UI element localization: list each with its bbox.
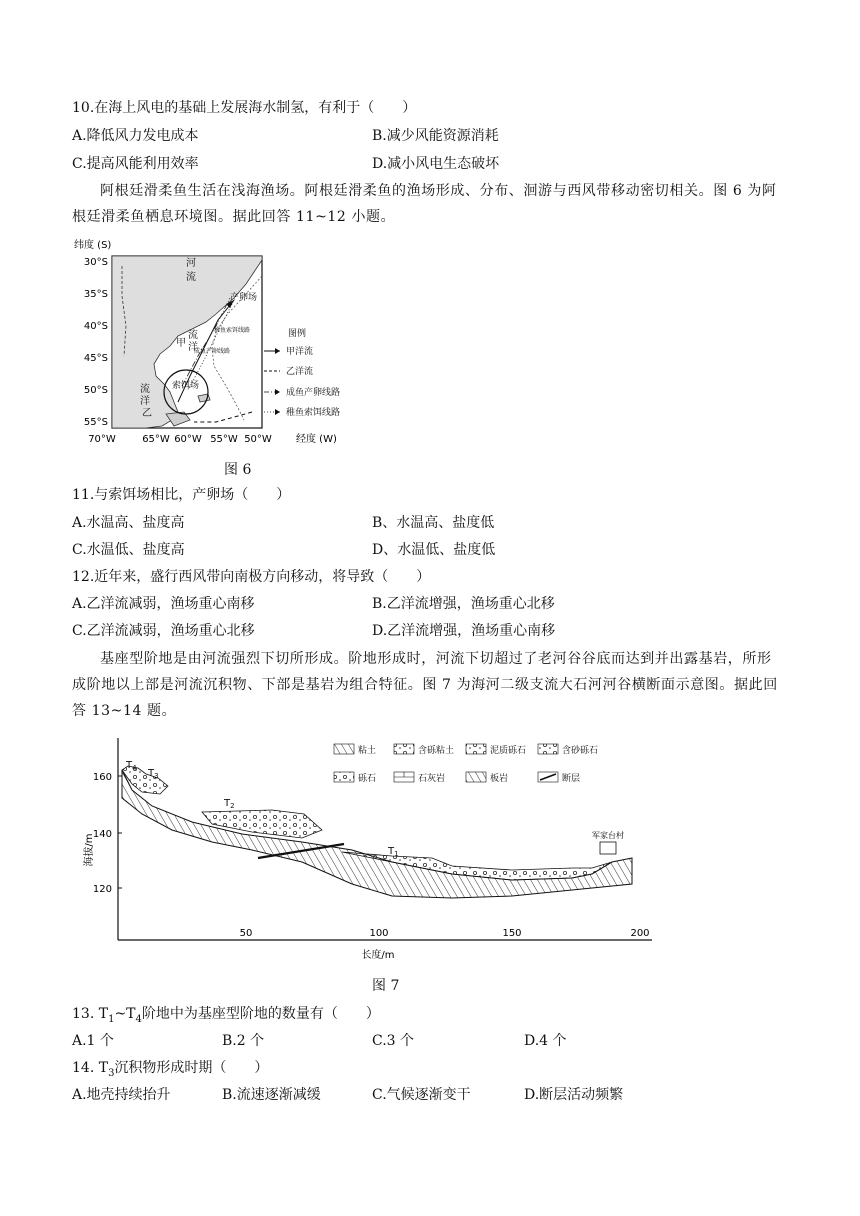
fig6-caption: 图 6 xyxy=(224,462,252,478)
q12-option-d: D.乙洋流增强，渔场重心南移 xyxy=(372,623,556,639)
fig7-y-tick: 120 xyxy=(92,884,112,895)
fig7-legend-item: 砾石 xyxy=(358,774,377,784)
fig6-label: 河 xyxy=(186,258,196,269)
fig6-legend-item: 成鱼产卵线路 xyxy=(286,388,341,398)
q11-option-a: A.水温高、盐度高 xyxy=(72,515,185,531)
fig7-x-tick: 150 xyxy=(502,928,522,939)
fig6-legend-item: 稚鱼索饵线路 xyxy=(286,408,341,418)
fig7-x-tick: 50 xyxy=(239,928,253,939)
q12-stem: 12.近年来，盛行西风带向南极方向移动，将导致（ ） xyxy=(72,569,431,585)
q10-option-b: B.减少风能资源消耗 xyxy=(372,128,499,144)
fig7-legend-item: 含砂砾石 xyxy=(562,746,599,756)
figure-6-map xyxy=(66,236,396,448)
fig7-legend-item: 粘土 xyxy=(358,746,377,756)
q11-option-d: D、水温低、盐度低 xyxy=(372,542,496,558)
fig7-y-tick: 160 xyxy=(92,772,112,783)
fig7-legend-item: 断层 xyxy=(562,774,581,784)
fig6-lat-tick: 30°S xyxy=(83,257,108,268)
fig6-legend-item: 甲洋流 xyxy=(286,347,314,357)
q11-option-b: B、水温高、盐度低 xyxy=(372,515,495,531)
fig6-lat-tick: 50°S xyxy=(83,385,108,396)
fig6-lon-title: 经度 (W) xyxy=(296,434,337,445)
q12-option-c: C.乙洋流减弱，渔场重心北移 xyxy=(72,623,255,639)
fig6-label: 流 xyxy=(140,384,150,395)
fig6-label: 洋 xyxy=(188,342,198,353)
q12-option-b: B.乙洋流增强，渔场重心北移 xyxy=(372,596,555,612)
fig7-village: 军家台村 xyxy=(592,831,624,840)
q11-stem: 11.与索饵场相比，产卵场（ ） xyxy=(72,487,291,503)
q13-option-b: B.2 个 xyxy=(222,1033,265,1049)
q14-stem: 14. $T_3$沉积物形成时期（ ） xyxy=(72,1060,269,1079)
fig6-lon-tick: 50°W xyxy=(244,434,272,445)
fig7-caption: 图 7 xyxy=(372,978,400,994)
q13-option-d: D.4 个 xyxy=(524,1033,567,1049)
fig6-lon-tick: 65°W xyxy=(142,434,170,445)
q11-option-c: C.水温低、盐度高 xyxy=(72,542,185,558)
q14-option-a: A.地壳持续抬升 xyxy=(72,1087,171,1103)
q14-option-d: D.断层活动频繁 xyxy=(524,1087,624,1103)
q14-option-b: B.流速逐渐减缓 xyxy=(222,1087,321,1103)
svg-text:T4: $T_4$ xyxy=(126,760,137,772)
fig6-lat-tick: 35°S xyxy=(83,289,108,300)
fig6-label: 索饵场 xyxy=(172,381,200,391)
fig6-lon-tick: 55°W xyxy=(210,434,238,445)
q10-stem: 10.在海上风电的基础上发展海水制氢，有利于（ ） xyxy=(72,100,417,116)
fig6-lat-tick: 45°S xyxy=(83,353,108,364)
fig7-x-tick: 200 xyxy=(630,928,650,939)
fig6-lat-title: 纬度 (S) xyxy=(74,240,112,251)
q12-option-a: A.乙洋流减弱，渔场重心南移 xyxy=(72,596,255,612)
fig6-lat-tick: 55°S xyxy=(83,417,108,428)
fig6-label: 甲 xyxy=(176,338,186,349)
fig6-lon-tick: 70°W xyxy=(88,434,116,445)
fig7-legend-item: 含砾粘土 xyxy=(418,746,455,756)
fig6-legend-title: 图例 xyxy=(288,329,307,339)
q10-option-a: A.降低风力发电成本 xyxy=(72,128,199,144)
fig6-label: 成鱼产卵线路 xyxy=(194,348,231,355)
svg-text:T3: $T_3$ xyxy=(148,768,159,780)
passage-terrace: 基座型阶地是由河流强烈下切所形成。阶地形成时，河流下切超过了老河谷谷底而达到并出露基岩，所形成阶地以上部是河流沉积物、下部是基岩为组合特征。图 7 为海河二级支流大石河河谷横断面示意图。据此回答 13~14 题。 xyxy=(72,651,778,719)
q14-option-c: C.气候逐渐变干 xyxy=(372,1087,471,1103)
q10-option-c: C.提高风能利用效率 xyxy=(72,156,199,172)
passage-squid: 阿根廷滑柔鱼生活在浅海渔场。阿根廷滑柔鱼的渔场形成、分布、洄游与西风带移动密切相关。图 6 为阿根廷滑柔鱼栖息环境图。据此回答 11~12 小题。 xyxy=(72,183,777,225)
fig7-y-title: 海拔/m xyxy=(84,833,95,867)
q13-option-a: A.1 个 xyxy=(72,1033,114,1049)
q13-option-c: C.3 个 xyxy=(372,1033,415,1049)
fig6-legend-item: 乙洋流 xyxy=(286,367,314,377)
fig6-label: 乙 xyxy=(142,408,152,419)
fig6-label: 产卵场 xyxy=(230,293,258,303)
fig6-label: 流 xyxy=(188,330,198,341)
fig6-lon-tick: 60°W xyxy=(174,434,202,445)
fig6-lat-tick: 40°S xyxy=(83,321,108,332)
fig6-label: 流 xyxy=(186,272,196,283)
fig7-legend-item: 石灰岩 xyxy=(418,774,446,784)
fig6-label: 洋 xyxy=(140,396,150,407)
q13-stem: 13. $T_1\sim T_4$阶地中为基座型阶地的数量有（ ） xyxy=(72,1006,380,1025)
village-house xyxy=(600,842,616,854)
figure-7-cross-section xyxy=(72,734,672,964)
svg-text:T2: $T_2$ xyxy=(224,798,235,810)
fig7-x-title: 长度/m xyxy=(361,950,395,961)
fig7-y-tick: 140 xyxy=(92,829,112,840)
q10-option-d: D.减小风电生态破坏 xyxy=(372,156,500,172)
fig6-label: 稚鱼索饵线路 xyxy=(214,327,251,334)
fig7-legend-item: 泥质砾石 xyxy=(490,746,527,756)
fig7-legend-item: 板岩 xyxy=(490,774,509,784)
svg-text:T1: $T_1$ xyxy=(388,846,399,858)
fig7-x-tick: 100 xyxy=(369,928,389,939)
